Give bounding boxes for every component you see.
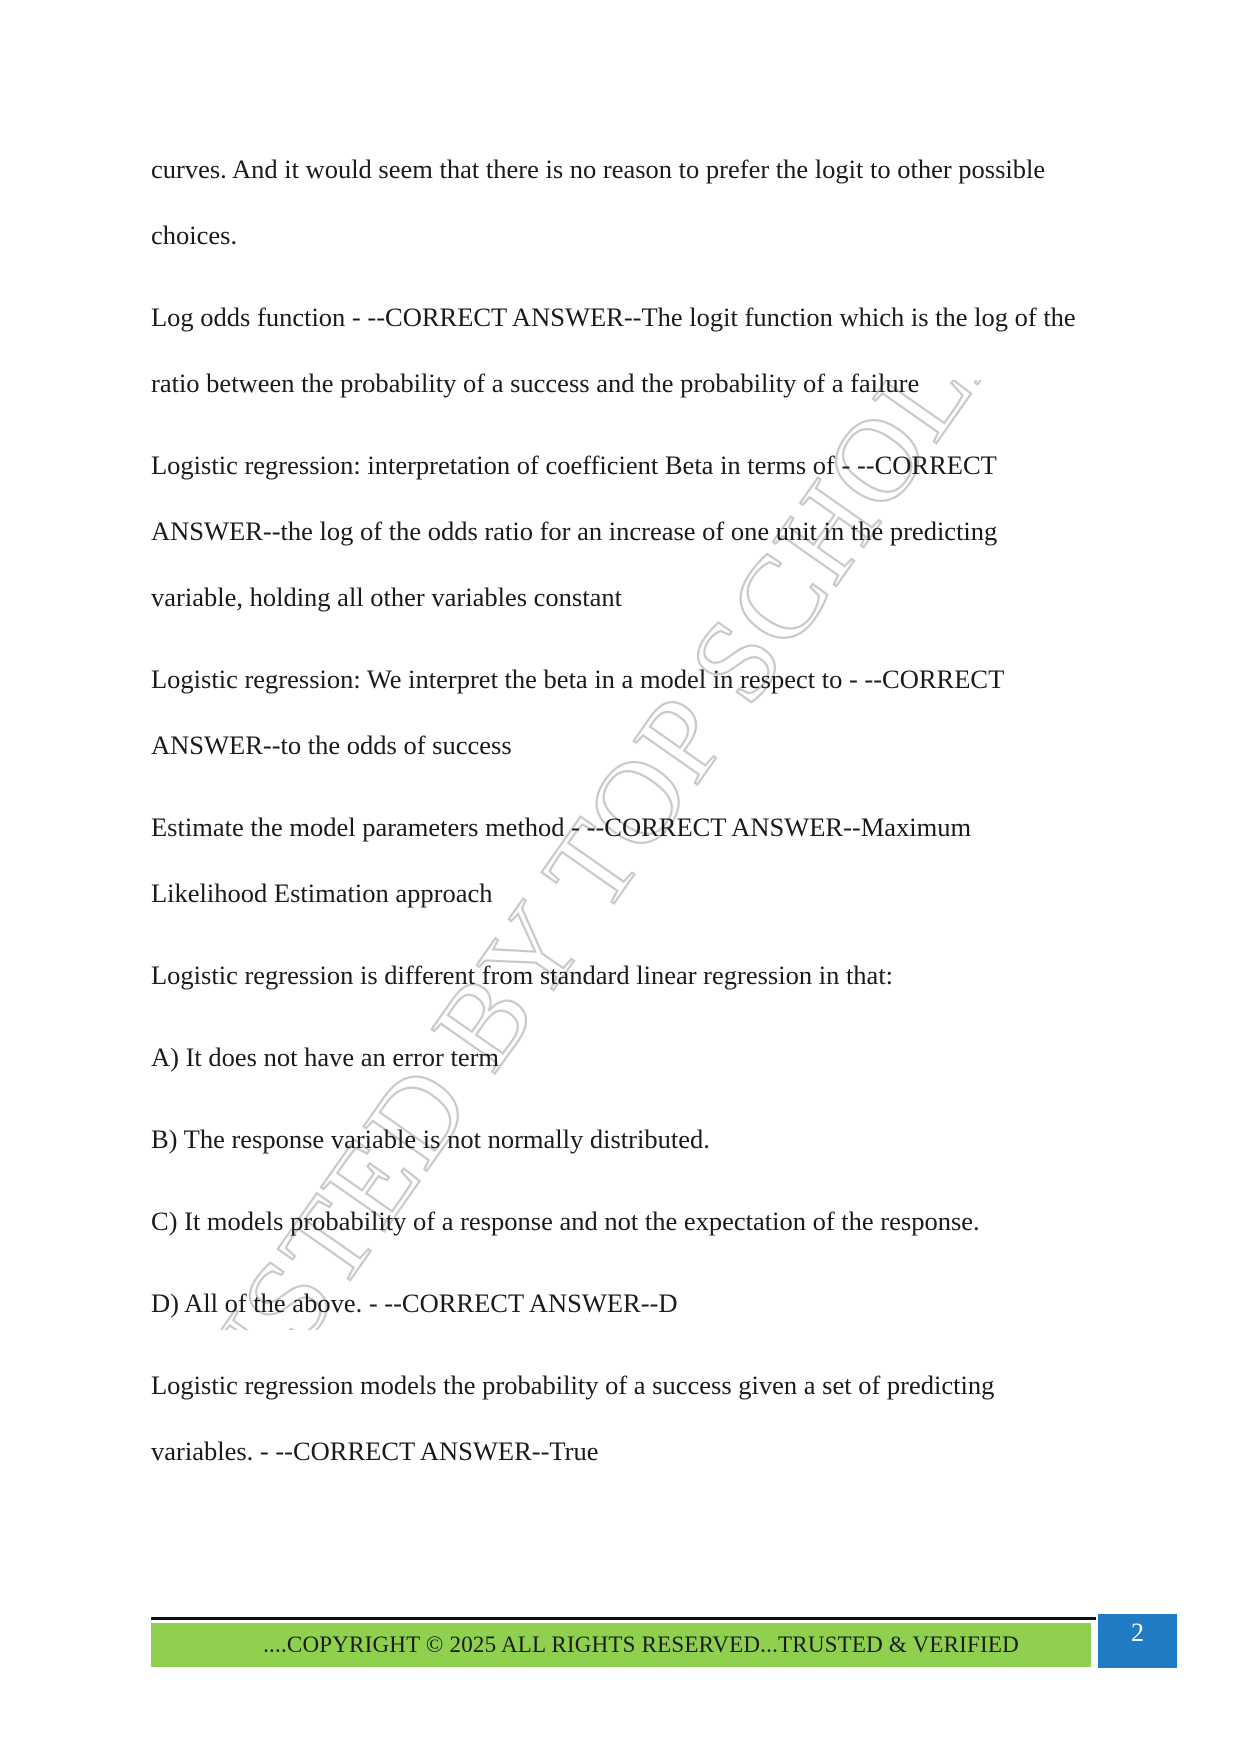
paragraph: Logistic regression is different from standard linear regression in that: <box>151 960 894 990</box>
paragraph: Logistic regression: interpretation of coefficient Beta in terms of - --CORRECT ANSWER--the log of the odds ratio for an increase of one unit in the predicting variable, holding all other variables constant <box>151 450 998 612</box>
page-number-badge <box>1098 1614 1177 1668</box>
document-body <box>151 136 1091 1500</box>
paragraph: Log odds function - --CORRECT ANSWER--The logit function which is the log of the ratio between the probability of a success and the probability of a failure <box>151 302 1076 398</box>
page-number: 2 <box>1131 1618 1144 1647</box>
paragraph: Logistic regression models the probability of a success given a set of predicting variables. - --CORRECT ANSWER--True <box>151 1370 995 1466</box>
footer-divider <box>151 1617 1096 1620</box>
footer-copyright-bar <box>151 1623 1091 1667</box>
answer-option: C) It models probability of a response and not the expectation of the response. <box>151 1206 980 1236</box>
paragraph: curves. And it would seem that there is no reason to prefer the logit to other possible choices. <box>151 154 1046 250</box>
answer-option: D) All of the above. - --CORRECT ANSWER--D <box>151 1288 678 1318</box>
footer-copyright-text: ....COPYRIGHT © 2025 ALL RIGHTS RESERVED...TRUSTED & VERIFIED <box>263 1632 1019 1657</box>
answer-option: B) The response variable is not normally distributed. <box>151 1124 710 1154</box>
paragraph: Logistic regression: We interpret the beta in a model in respect to - --CORRECT ANSWER--to the odds of success <box>151 664 1004 760</box>
answer-option: A) It does not have an error term <box>151 1042 500 1072</box>
paragraph: Estimate the model parameters method - --CORRECT ANSWER--Maximum Likelihood Estimation approach <box>151 812 972 908</box>
watermark-text: TRUSTED BY TOP SCHOLARS <box>150 380 1080 1330</box>
